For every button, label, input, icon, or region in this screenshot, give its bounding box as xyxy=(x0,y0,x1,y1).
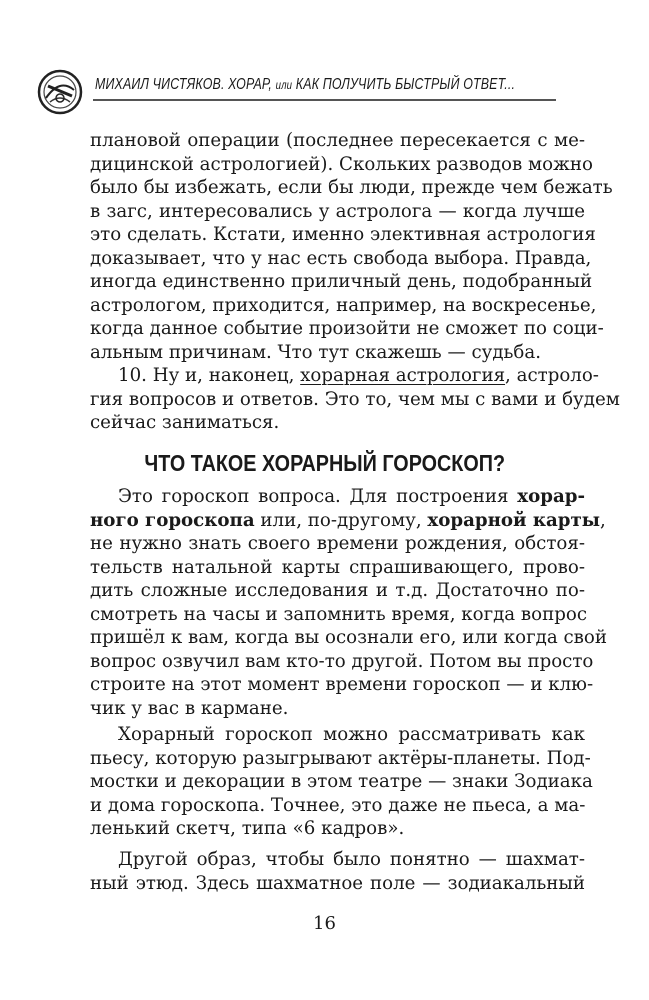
header-rule xyxy=(93,99,556,101)
text-line xyxy=(90,698,585,720)
text-segment: иногда единственно приличный день, подобранный xyxy=(90,271,593,292)
text-segment: дить сложные исследования и т.д. Достаточно по- xyxy=(90,580,585,601)
text-line xyxy=(90,674,594,696)
text-segment: дицинской астрологией). Скольких разводов можно xyxy=(90,153,593,175)
text-segment: не нужно знать своего времени рождения, обстоя- xyxy=(90,533,585,554)
text-segment: это сделать. Кстати, именно элективная астрология xyxy=(90,224,596,245)
text-line xyxy=(90,849,585,871)
text-line xyxy=(90,247,592,270)
text-line xyxy=(90,557,585,579)
text-segment: ный этюд. Здесь шахматное поле — зодиакальный xyxy=(90,872,585,894)
text-line xyxy=(90,627,607,649)
text-segment: тельств натальной карты спрашивающего, прово- xyxy=(90,556,585,578)
text-line xyxy=(90,771,593,793)
text-segment: астрологом, приходится, например, на воскресенье, xyxy=(90,294,597,316)
text-segment: гия вопросов и ответов. Это то, чем мы с вами и будем xyxy=(90,388,620,410)
text-line xyxy=(90,747,591,770)
text-segment: ленький скетч, типа «6 кадров». xyxy=(90,818,405,839)
text-line xyxy=(90,271,593,293)
header-author-title: МИХАИЛ ЧИСТЯКОВ. ХОРАР, xyxy=(95,76,272,93)
text-line xyxy=(90,603,588,626)
text-segment: Хорарный гороскоп можно рассматривать как xyxy=(118,724,585,745)
text-line xyxy=(90,342,585,364)
underlined-term: хорарная астрология xyxy=(300,365,506,386)
text-segment: плановой операции (последнее пересекается с ме- xyxy=(90,130,585,151)
text-segment: Другой образ, чтобы было понятно — шахмат- xyxy=(118,849,585,870)
header-conjunction: или xyxy=(275,78,293,92)
text-line xyxy=(90,294,597,317)
section-heading xyxy=(0,450,649,476)
text-segment: пришёл к вам, когда вы осознали его, или когда свой xyxy=(90,627,607,648)
text-segment: было бы избежать, если бы люди, прежде чем бежать xyxy=(90,177,613,198)
text-line xyxy=(90,365,599,387)
text-line xyxy=(90,650,594,673)
text-segment: в загс, интересовались у астролога — когда лучше xyxy=(90,200,585,222)
text-line xyxy=(90,412,585,434)
text-segment: доказывает, что у нас есть свобода выбора. Правда, xyxy=(90,247,592,269)
text-segment: и дома гороскопа. Точнее, это даже не пьеса, а ма- xyxy=(90,794,586,816)
text-line xyxy=(90,318,604,340)
text-segment: чик у вас в кармане. xyxy=(90,697,289,719)
text-segment: сейчас заниматься. xyxy=(90,412,280,433)
text-line xyxy=(90,224,596,246)
section-heading-text: ЧТО ТАКОЕ ХОРАРНЫЙ ГОРОСКОП? xyxy=(144,450,505,476)
text-segment: строите на этот момент времени гороскоп — и клю- xyxy=(90,674,594,695)
text-line xyxy=(90,533,585,555)
text-segment: мостки и декорации в этом театре — знаки Зодиака xyxy=(90,771,593,792)
text-line xyxy=(90,724,585,746)
text-segment: 10. Ну и, наконец, xyxy=(118,365,301,386)
text-segment: пьесу, которую разыгрывают актёры-планеты. Под- xyxy=(90,747,591,769)
text-line xyxy=(90,153,593,176)
text-line xyxy=(90,795,585,817)
header-subtitle: КАК ПОЛУЧИТЬ БЫСТРЫЙ ОТВЕТ... xyxy=(295,76,516,93)
text-line xyxy=(90,388,620,411)
zodiac-emblem-icon xyxy=(36,68,84,116)
text-segment: альным причинам. Что тут скажешь — судьба. xyxy=(90,341,542,363)
text-segment: или, по-другому, xyxy=(254,509,428,531)
text-line xyxy=(90,486,585,508)
page-number: 16 xyxy=(313,913,336,934)
text-line xyxy=(90,130,585,152)
text-segment: Это гороскоп вопроса. Для построения xyxy=(118,486,518,507)
text-line xyxy=(90,509,606,532)
running-header xyxy=(95,76,516,94)
text-line xyxy=(90,818,585,840)
text-line xyxy=(90,873,585,895)
text-segment: смотреть на часы и запомнить время, когда вопрос xyxy=(90,603,588,625)
text-segment: вопрос озвучил вам кто-то другой. Потом вы просто xyxy=(90,650,594,672)
text-segment: когда данное событие произойти не сможет по соци- xyxy=(90,318,604,339)
bold-term: хорар- xyxy=(517,486,585,507)
text-segment: , астроло- xyxy=(505,365,599,386)
bold-term: ного гороскопа xyxy=(90,509,255,531)
bold-term: хорарной карты xyxy=(427,509,601,531)
text-line xyxy=(90,201,585,223)
text-line xyxy=(90,580,585,602)
text-line xyxy=(90,177,613,199)
text-segment: , xyxy=(600,509,606,531)
